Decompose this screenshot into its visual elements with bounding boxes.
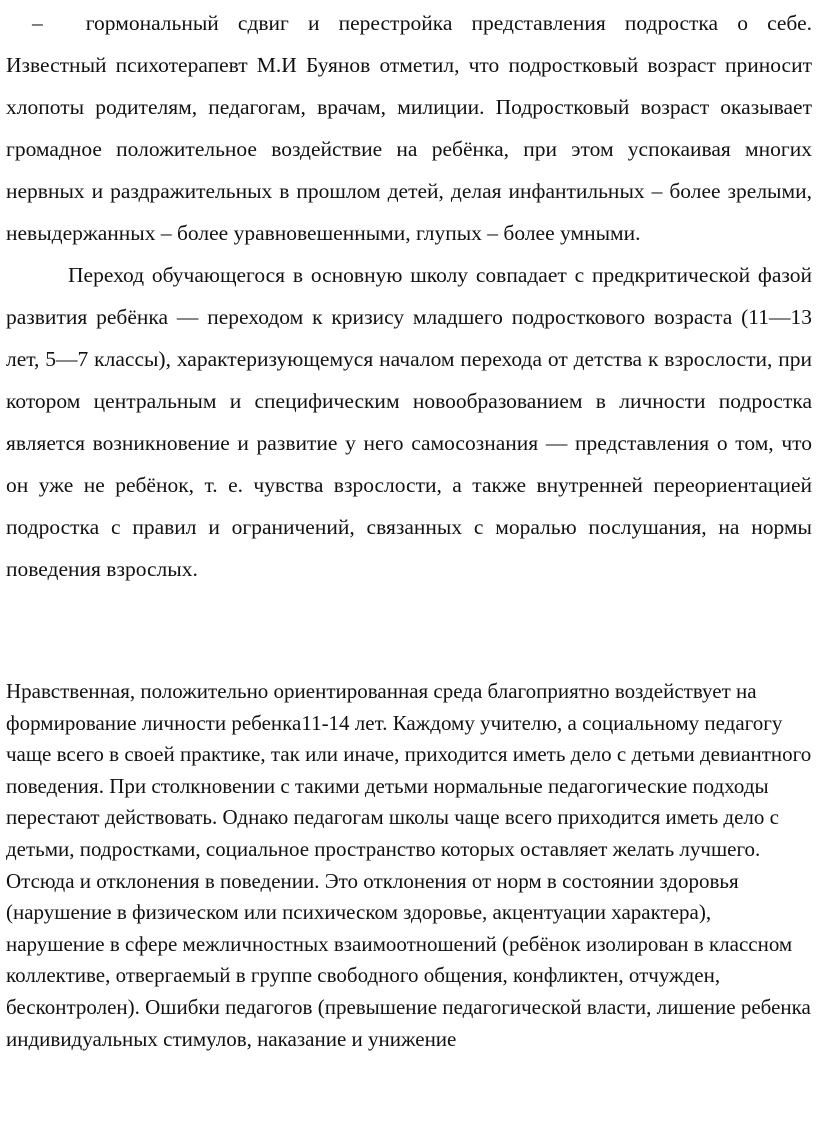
single-spaced-section	[6, 676, 812, 1055]
paragraph-moral-environment: Нравственная, положительно ориентированная среда благоприятно воздействует на формирование личности ребенка11-14 лет. Каждому учителю, а социальному педагогу чаще всего в своей практике, так или иначе, приходится иметь дело с детьми девиантного поведения. При столкновении с такими детьми нормальные педагогические подходы перестают действовать. Однако педагогам школы чаще всего приходится иметь дело с детьми, подростками, социальное пространство которых оставляет желать лучшего. Отсюда и отклонения в поведении. Это отклонения от норм в состоянии здоровья (нарушение в физическом или психическом здоровье, акцентуации характера), нарушение в сфере межличностных взаимоотношений (ребёнок изолирован в классном коллективе, отвергаемый в группе свободного общения, конфликтен, отчужден, бесконтролен). Ошибки педагогов (превышение педагогической власти, лишение ребенка индивидуальных стимулов, наказание и унижение	[6, 679, 812, 1051]
paragraph-transition-to-school: Переход обучающегося в основную школу совпадает с предкритической фазой развития ребёнка — переходом к кризису младшего подросткового возраста (11—13 лет, 5—7 классы), характеризующемуся началом перехода от детства к взрослости, при котором центральным и специфическим новообразованием в личности подростка является возникновение и развитие у него самосознания — представления о том, что он уже не ребёнок, т. е. чувства взрослости, а также внутренней переориентацией подростка с правил и ограничений, связанных с моралью послушания, на нормы поведения взрослых.	[6, 263, 812, 581]
paragraph-hormonal-shift: – гормональный сдвиг и перестройка представления подростка о себе. Известный психотерапевт М.И Буянов отметил, что подростковый возраст приносит хлопоты родителям, педагогам, врачам, милиции. Подростковый возраст оказывает громадное положительное воздействие на ребёнка, при этом успокаивая многих нервных и раздражительных в прошлом детей, делая инфантильных – более зрелыми, невыдержанных – более уравновешенными, глупых – более умными.	[6, 11, 812, 245]
double-spaced-section	[6, 2, 812, 590]
